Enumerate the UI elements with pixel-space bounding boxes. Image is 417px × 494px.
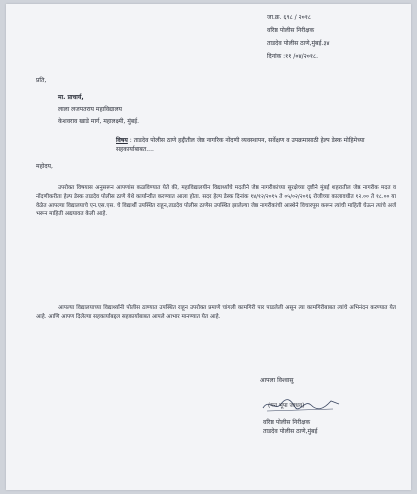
letter-page <box>6 4 411 490</box>
reference-block <box>267 14 407 66</box>
salutation: महोदय, <box>36 163 53 170</box>
subject-label: विषय <box>116 137 128 144</box>
designation-office: ताडदेव पोलीस ठाणे,मुंबई <box>263 427 318 435</box>
recipient-name: मा. प्राचार्य, <box>58 94 84 101</box>
recipient-institution: लाला लजपतराय महाविद्यालय <box>58 106 122 114</box>
office-address: ताडदेव पोलीस ठाणे,मुंबई.३४ <box>267 40 330 48</box>
body-paragraph-1: उपरोक्त विषयास अनुसरून आपणांस कळविण्यात येते की, महाविद्यालयीन विद्यार्थ्यांचे मदतीने जेष्ठ नागरीकांच्या सुरक्षेच्या दृष्टीने मुंबई शहरातील जेष्ठ नागरीक मदत व नोंदणीकरीता हेल्प डेस्क ताडदेव पोलीस ठाणे येथे कार्यान्वीत करण्यात आला होता. सदर हेल्प डेस्क दिनांक १४/१२/२०१५ ते ०५/०२/२०१६ रोजीच्या कालावधीत १२.०० ते १८.०० या वेळेत आपल्या विद्यालयाचे एन.एस.एस. चे विद्यार्थी उपस्थित राहून,ताडदेव पोलीस ठाणेस उपस्थित झालेल्या जेष्ठ नागरीकांची आस्थेने विचारपूस करून त्यांची माहिती घेऊन त्यांचे अर्ज भरून माहिती अद्ययावत केली आहे. <box>36 185 396 218</box>
body-paragraph-2: आपल्या विद्यालयाच्या विद्यार्थ्यांनी पोलीस ठाण्यात उपस्थित राहून उपरोक्त प्रमाणे चांगली कामगिरी पार पाडलेली असून त्या कामगिरीबाबत त्यांचे अभिनंदन करण्यात येत आहे. आणि आपण दिलेल्या सहकार्याबद्दल सहकार्याबाबत आपले आभार मानण्यात येत आहे. <box>36 305 396 320</box>
subject-line <box>116 137 396 154</box>
office-title: वरिष्ठ पोलीस निरीक्षक <box>267 27 315 35</box>
reference-number: जा.क्र. ६९८ / २०१८ <box>267 14 312 21</box>
signatory-name: (मन भूपा जाधव) <box>268 403 305 409</box>
recipient-street: केशवराव खाडे मार्ग, महालक्ष्मी, मुंबई. <box>58 118 140 126</box>
to-label: प्रति, <box>36 77 47 84</box>
recipient-address <box>58 94 139 130</box>
closing: आपला विश्वासु <box>260 377 294 384</box>
subject-text: : ताडदेव पोलीस ठाणे हद्दीतील जेष्ठ नागरिक नोंदणी व्यवस्थापन, सर्वेक्षण व उपक्रमासाठी हेल्प डेस्क मोहिमेच्या सहकार्याबाबत.... <box>116 137 365 153</box>
letter-date: दिनांक :११ /०४/२०१८. <box>267 53 318 61</box>
signatory-designation <box>263 419 317 436</box>
designation-title: वरिष्ठ पोलीस निरीक्षक <box>263 419 311 426</box>
